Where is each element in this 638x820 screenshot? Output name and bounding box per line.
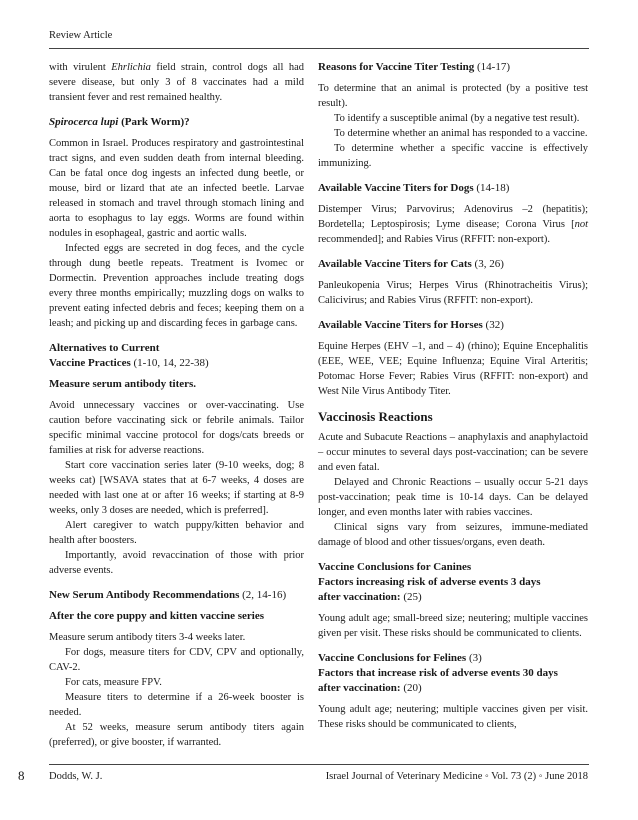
new-recommendations-heading: New Serum Antibody Recommendations (2, 14-16)	[49, 589, 287, 601]
spirocerca-paragraph-2: Infected eggs are secreted in dog feces, and the cycle through dung beetle repeats. Treatment is Ivomec or Dormectin. Prevention approaches include treating dogs every three months empirically; muzzling dogs on walks to prevent eating infected debris and feces; keeping them on a leash; and picking up and discarding feces in garbage cans.	[49, 243, 304, 329]
new-paragraph-5: At 52 weeks, measure serum antibody titers again (preferred), or give booster, if warranted.	[49, 722, 304, 748]
alternatives-paragraph-3: Alert caregiver to watch puppy/kitten behavior and health after boosters.	[49, 520, 304, 546]
alternatives-paragraph-1: Avoid unnecessary vaccines or over-vaccinating. Use caution before vaccinating sick or febrile animals. Tailor specific minimal vaccine protocol for dogs/cats breeds or families at risk for adverse reactions.	[49, 400, 304, 456]
felines-heading: Vaccine Conclusions for Felines (3)	[318, 652, 482, 664]
reasons-paragraph-3: To determine whether an animal has responded to a vaccine.	[334, 128, 588, 139]
after-series-heading: After the core puppy and kitten vaccine series	[49, 610, 264, 622]
reasons-paragraph-1: To determine that an animal is protected (by a positive test result).	[318, 83, 588, 109]
dogs-paragraph: Distemper Virus; Parvovirus; Adenovirus –2 (hepatitis); Bordetella; Leptospirosis; Lyme disease; Corona Virus [not recommended]; and Rabies Virus (RFFIT: non-export).	[318, 204, 588, 245]
page-number: 8	[18, 768, 25, 783]
running-header: Review Article	[49, 30, 113, 41]
intro-paragraph: with virulent Ehrlichia field strain, control dogs all had severe disease, but only 3 of 8 vaccinates had a mild transient fever and rest remained healthy.	[49, 62, 304, 103]
canines-heading: Vaccine Conclusions for Canines	[318, 561, 472, 573]
horses-heading: Available Vaccine Titers for Horses (32)	[318, 319, 504, 331]
felines-paragraph: Young adult age; neutering; multiple vaccines given per visit. These risks should be communicated to clients,	[318, 704, 588, 730]
genus-name: Ehrlichia	[111, 62, 151, 73]
alternatives-heading: Alternatives to Current Vaccine Practices (1-10, 14, 22-38)	[49, 342, 209, 369]
vaccinosis-paragraph-2: Delayed and Chronic Reactions – usually occur 5-21 days post-vaccination; peak time is 10-14 days. Can be delayed longer, and even months later with rabies vaccines.	[318, 477, 588, 518]
footer-journal: Israel Journal of Veterinary Medicine ◦ Vol. 73 (2) ◦ June 2018	[325, 771, 588, 782]
alternatives-paragraph-4: Importantly, avoid revaccination of those with prior adverse events.	[49, 550, 304, 576]
felines-subheading: Factors that increase risk of adverse events 30 days after vaccination: (20)	[318, 667, 558, 694]
new-paragraph-1: Measure serum antibody titers 3-4 weeks later.	[49, 632, 246, 643]
new-paragraph-3: For cats, measure FPV.	[65, 677, 162, 688]
right-column	[318, 60, 588, 732]
reasons-paragraph-4: To determine whether a specific vaccine is effectively immunizing.	[318, 143, 588, 169]
spirocerca-heading: Spirocerca lupi (Park Worm)?	[49, 116, 190, 128]
footer-rule	[49, 764, 589, 765]
spirocerca-paragraph-1: Common in Israel. Produces respiratory and gastrointestinal tract signs, and even sudden death from internal bleeding. Can be fatal once dog ingests an infected dung beetle, or mouse, bird or lizard that ate an infected beetle. Larvae released in stomach and travel through stomach lining and aorta to esophagus to lay eggs. Worms are found within nodules in esophageal, gastric and aortic walls.	[49, 138, 304, 239]
reasons-paragraph-2: To identify a susceptible animal (by a negative test result).	[334, 113, 580, 124]
cats-paragraph: Panleukopenia Virus; Herpes Virus (Rhinotracheitis Virus); Calicivirus; and Rabies Virus (RFFIT: non-export).	[318, 280, 588, 306]
horses-paragraph: Equine Herpes (EHV –1, and – 4) (rhino); Equine Encephalitis (EEE, WEE, VEE; Equine Influenza; Equine Viral Arteritis; Potomac Horse Fever; Rabies Virus (RFFIT: non-export) and West Nile Virus Antibody Titer.	[318, 341, 588, 397]
alternatives-paragraph-2: Start core vaccination series later (9-10 weeks, dog; 8 weeks cat) [WSAVA states that at 6-7 weeks, 4 doses are needed with last one at or after 16 weeks; if starting at 8-9 weeks, only 3 doses are needed, which is preferred].	[49, 460, 304, 516]
canines-subheading: Factors increasing risk of adverse events 3 days after vaccination: (25)	[318, 576, 541, 603]
new-paragraph-2: For dogs, measure titers for CDV, CPV and optionally, CAV-2.	[49, 647, 304, 673]
header-rule	[49, 48, 589, 49]
footer-author: Dodds, W. J.	[49, 771, 103, 782]
vaccinosis-paragraph-1: Acute and Subacute Reactions – anaphylaxis and anaphylactoid – occur minutes to several days post-vaccination; can be severe and even fatal.	[318, 432, 588, 473]
cats-heading: Available Vaccine Titers for Cats (3, 26)	[318, 258, 504, 270]
dogs-heading: Available Vaccine Titers for Dogs (14-18)	[318, 182, 510, 194]
left-column	[49, 60, 304, 750]
canines-paragraph: Young adult age; small-breed size; neutering; multiple vaccines given per visit. These risks should be communicated to clients.	[318, 613, 588, 639]
reasons-heading: Reasons for Vaccine Titer Testing (14-17)	[318, 61, 511, 73]
vaccinosis-paragraph-3: Clinical signs vary from seizures, immune-mediated damage of blood and other tissues/organs, even death.	[318, 522, 588, 548]
measure-heading: Measure serum antibody titers.	[49, 378, 197, 390]
new-paragraph-4: Measure titers to determine if a 26-week booster is needed.	[49, 692, 304, 718]
vaccinosis-heading: Vaccinosis Reactions	[318, 409, 433, 424]
